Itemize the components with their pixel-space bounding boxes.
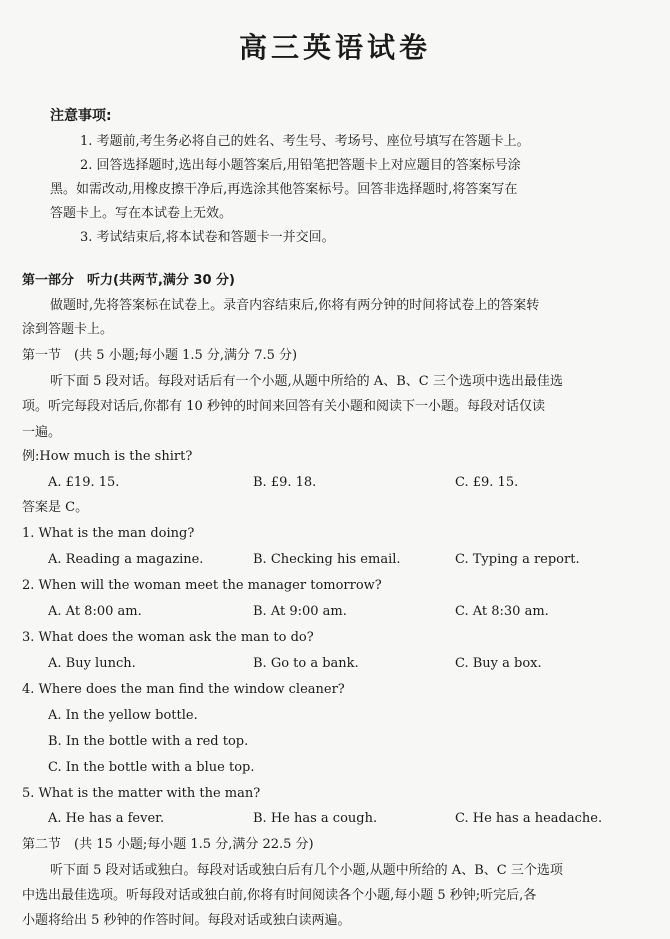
question-5: 5. What is the matter with the man? bbox=[22, 786, 261, 801]
q2-option-c: C. At 8:30 am. bbox=[455, 604, 549, 619]
question-3: 3. What does the woman ask the man to do? bbox=[22, 630, 314, 645]
question-4: 4. Where does the man find the window cleaner? bbox=[22, 682, 345, 697]
section1-heading: 第一节 (共 5 小题;每小题 1.5 分,满分 7.5 分) bbox=[22, 348, 298, 363]
example-option-b: B. £9. 18. bbox=[253, 475, 317, 490]
question-2: 2. When will the woman meet the manager tomorrow? bbox=[22, 578, 382, 593]
page-title: 高三英语试卷 bbox=[238, 31, 431, 64]
q2-option-b: B. At 9:00 am. bbox=[253, 604, 347, 619]
notice-line: 黑。如需改动,用橡皮擦干净后,再选涂其他答案标号。回答非选择题时,将答案写在 bbox=[50, 182, 518, 197]
q3-option-b: B. Go to a bank. bbox=[253, 656, 359, 671]
section1-intro: 项。听完每段对话后,你都有 10 秒钟的时间来回答有关小题和阅读下一小题。每段对话仅读 bbox=[22, 399, 545, 414]
notice-line: 1. 考题前,考生务必将自己的姓名、考生号、考场号、座位号填写在答题卡上。 bbox=[80, 134, 530, 149]
q4-option-a: A. In the yellow bottle. bbox=[48, 708, 198, 723]
section1-intro: 听下面 5 段对话。每段对话后有一个小题,从题中所给的 A、B、C 三个选项中选出最佳选 bbox=[50, 374, 563, 389]
notice-line: 2. 回答选择题时,选出每小题答案后,用铅笔把答题卡上对应题目的答案标号涂 bbox=[80, 158, 521, 173]
q3-option-c: C. Buy a box. bbox=[455, 656, 542, 671]
section2-heading: 第二节 (共 15 小题;每小题 1.5 分,满分 22.5 分) bbox=[22, 837, 314, 852]
section2-intro: 小题将给出 5 秒钟的作答时间。每段对话或独白读两遍。 bbox=[22, 913, 351, 928]
section2-intro: 听下面 5 段对话或独白。每段对话或独白后有几个小题,从题中所给的 A、B、C 三个选项 bbox=[50, 863, 563, 878]
q3-option-a: A. Buy lunch. bbox=[48, 656, 136, 671]
notice-line: 答题卡上。写在本试卷上无效。 bbox=[50, 206, 233, 221]
part1-intro: 涂到答题卡上。 bbox=[22, 322, 114, 337]
notice-line: 3. 考试结束后,将本试卷和答题卡一并交回。 bbox=[80, 230, 335, 245]
example-option-c: C. £9. 15. bbox=[455, 475, 519, 490]
q1-option-a: A. Reading a magazine. bbox=[48, 552, 204, 567]
q1-option-b: B. Checking his email. bbox=[253, 552, 401, 567]
example-option-a: A. £19. 15. bbox=[48, 475, 120, 490]
notice-heading: 注意事项: bbox=[50, 108, 112, 124]
q5-option-a: A. He has a fever. bbox=[48, 811, 165, 826]
q5-option-b: B. He has a cough. bbox=[253, 811, 378, 826]
q1-option-c: C. Typing a report. bbox=[455, 552, 580, 567]
q5-option-c: C. He has a headache. bbox=[455, 811, 603, 826]
section1-intro: 一遍。 bbox=[22, 425, 62, 440]
part1-heading: 第一部分 听力(共两节,满分 30 分) bbox=[22, 273, 235, 288]
question-1: 1. What is the man doing? bbox=[22, 526, 195, 541]
part1-intro: 做题时,先将答案标在试卷上。录音内容结束后,你将有两分钟的时间将试卷上的答案转 bbox=[50, 298, 540, 313]
q4-option-c: C. In the bottle with a blue top. bbox=[48, 760, 255, 775]
example-answer: 答案是 C。 bbox=[22, 500, 89, 515]
example-question: 例:How much is the shirt? bbox=[22, 449, 193, 464]
q2-option-a: A. At 8:00 am. bbox=[48, 604, 142, 619]
q4-option-b: B. In the bottle with a red top. bbox=[48, 734, 249, 749]
section2-intro: 中选出最佳选项。听每段对话或独白前,你将有时间阅读各个小题,每小题 5 秒钟;听完后,各 bbox=[22, 888, 537, 903]
